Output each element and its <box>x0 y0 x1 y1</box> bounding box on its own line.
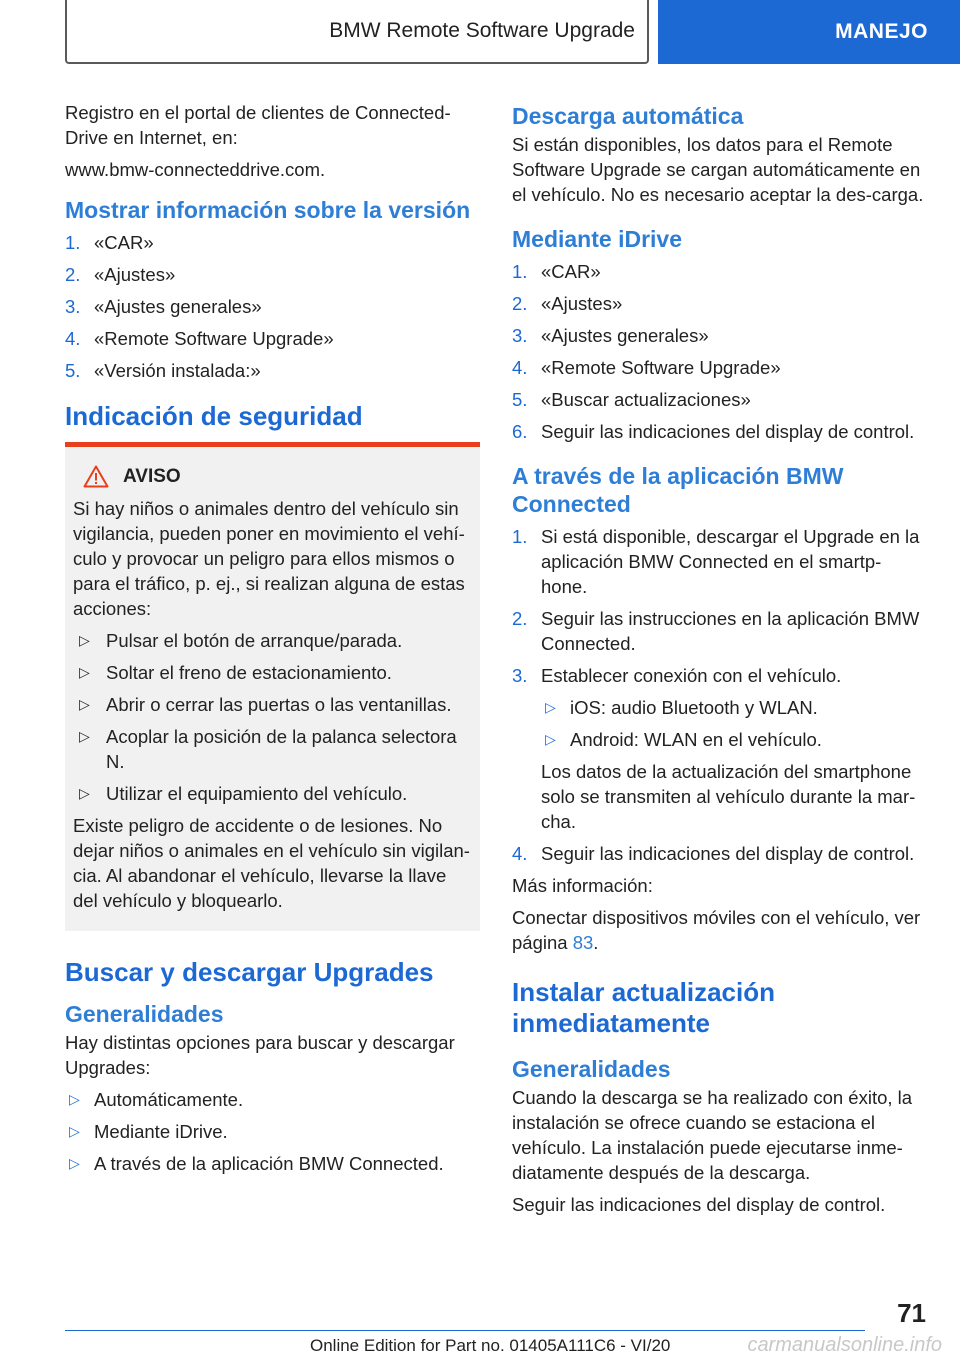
warning-box <box>65 442 480 931</box>
list-item: ▷ Mediante iDrive. <box>69 1121 228 1142</box>
app-steps <box>512 524 927 688</box>
list-item: 5. «Buscar actualizaciones» <box>512 389 751 410</box>
triangle-bullet-icon: ▷ <box>79 696 90 712</box>
auto-paragraph: Si están disponibles, los datos para el Remote Software Upgrade se cargan automáticamente en el vehículo. No es necesario aceptar la des-carga. <box>512 134 924 205</box>
more-info-label: Más información: <box>512 875 653 896</box>
idrive-heading: Mediante iDrive <box>512 226 682 252</box>
intro-url: www.bmw-connecteddrive.com. <box>65 159 326 180</box>
warning-conclusion: Existe peligro de accidente o de lesiones. No dejar niños o animales en el vehículo sin vigilan-cia. Al abandonar el vehículo, llevarse la llave del vehículo y bloquearlo. <box>73 815 470 911</box>
triangle-bullet-icon: ▷ <box>69 1123 80 1139</box>
safety-heading: Indicación de seguridad <box>65 401 363 431</box>
list-item: 1. «CAR» <box>512 261 601 282</box>
chapter-title: BMW Remote Software Upgrade <box>329 19 635 42</box>
triangle-bullet-icon: ▷ <box>79 664 90 680</box>
more-info-paragraph: Conectar dispositivos móviles con el vehículo, ver página 83. <box>512 907 921 953</box>
warning-list <box>73 628 472 806</box>
list-item: 3. Establecer conexión con el vehículo. <box>512 665 842 686</box>
list-item: ▷ Utilizar el equipamiento del vehículo. <box>79 783 408 804</box>
list-item: ▷ Abrir o cerrar las puertas o las ventanillas. <box>79 694 452 715</box>
right-column <box>512 100 927 1224</box>
app-sub-list <box>541 695 927 752</box>
watermark: carmanualsonline.info <box>747 1334 942 1356</box>
general-heading: Generalidades <box>65 1001 224 1027</box>
section-title: MANEJO <box>835 20 928 43</box>
triangle-bullet-icon: ▷ <box>69 1091 80 1107</box>
footer-divider <box>65 1330 865 1331</box>
idrive-steps <box>512 259 927 444</box>
install-heading: Instalar actualización inmediatamente <box>512 977 775 1038</box>
general-paragraph: Hay distintas opciones para buscar y descargar Upgrades: <box>65 1032 455 1078</box>
auto-heading: Descarga automática <box>512 103 744 129</box>
triangle-bullet-icon: ▷ <box>545 699 556 715</box>
triangle-bullet-icon: ▷ <box>79 728 90 744</box>
list-item: ▷ A través de la aplicación BMW Connected. <box>69 1153 444 1174</box>
app-step-4 <box>512 841 927 866</box>
list-item: ▷ Acoplar la posición de la palanca selectora N. <box>79 726 457 772</box>
install-general-heading: Generalidades <box>512 1056 671 1082</box>
page-link[interactable]: 83 <box>572 932 594 953</box>
triangle-bullet-icon: ▷ <box>79 632 90 648</box>
list-item: ▷ iOS: audio Bluetooth y WLAN. <box>545 697 818 718</box>
list-item: 2. Seguir las instrucciones en la aplicación BMW Connected. <box>512 608 920 654</box>
app-heading: A través de la aplicación BMW Connected <box>512 463 844 517</box>
list-item: 4. «Remote Software Upgrade» <box>65 328 334 349</box>
list-item: ▷ Automáticamente. <box>69 1089 244 1110</box>
version-heading: Mostrar información sobre la versión <box>65 197 471 223</box>
install-instruction: Seguir las indicaciones del display de control. <box>512 1194 886 1215</box>
list-item: ▷ Soltar el freno de estacionamiento. <box>79 662 392 683</box>
list-item: 3. «Ajustes generales» <box>65 296 262 317</box>
triangle-bullet-icon: ▷ <box>79 785 90 801</box>
intro-paragraph: Registro en el portal de clientes de Connected-Drive en Internet, en: <box>65 102 451 148</box>
list-item: 6. Seguir las indicaciones del display de control. <box>512 421 915 442</box>
left-column <box>65 100 480 1183</box>
list-item: ▷ Android: WLAN en el vehículo. <box>545 729 822 750</box>
search-heading: Buscar y descargar Upgrades <box>65 957 434 987</box>
list-item: 4. «Remote Software Upgrade» <box>512 357 781 378</box>
list-item: ▷ Pulsar el botón de arranque/parada. <box>79 630 403 651</box>
general-list <box>65 1087 480 1176</box>
triangle-bullet-icon: ▷ <box>545 731 556 747</box>
app-sub-paragraph: Los datos de la actualización del smartphone solo se transmiten al vehículo durante la mar-cha. <box>541 761 916 832</box>
section-tab <box>658 0 960 64</box>
warning-title: AVISO <box>73 465 472 488</box>
list-item: 2. «Ajustes» <box>512 293 623 314</box>
list-item: 1. Si está disponible, descargar el Upgrade en la aplicación BMW Connected en el smartp-hone. <box>512 526 920 597</box>
list-item: 4. Seguir las indicaciones del display de control. <box>512 843 915 864</box>
list-item: 1. «CAR» <box>65 232 154 253</box>
install-paragraph: Cuando la descarga se ha realizado con éxito, la instalación se ofrece cuando se estaciona el vehículo. La instalación puede ejecutarse inme-diatamente después de la descarga. <box>512 1087 913 1183</box>
warning-text: Si hay niños o animales dentro del vehículo sin vigilancia, pueden poner en movimiento el vehí-culo y provocar un peligro para ellos mismos o para el tráfico, p. ej., si realizan alguna de estas acciones: <box>73 498 465 619</box>
list-item: 2. «Ajustes» <box>65 264 176 285</box>
version-steps <box>65 230 480 383</box>
triangle-bullet-icon: ▷ <box>69 1155 80 1171</box>
footer-edition: Online Edition for Part no. 01405A111C6 - VI/20 <box>310 1336 671 1355</box>
list-item: 5. «Versión instalada:» <box>65 360 261 381</box>
warning-triangle-icon <box>83 465 109 488</box>
app-sub-block <box>512 695 927 834</box>
page-number: 71 <box>897 1298 926 1328</box>
list-item: 3. «Ajustes generales» <box>512 325 709 346</box>
chapter-tab <box>65 0 649 64</box>
